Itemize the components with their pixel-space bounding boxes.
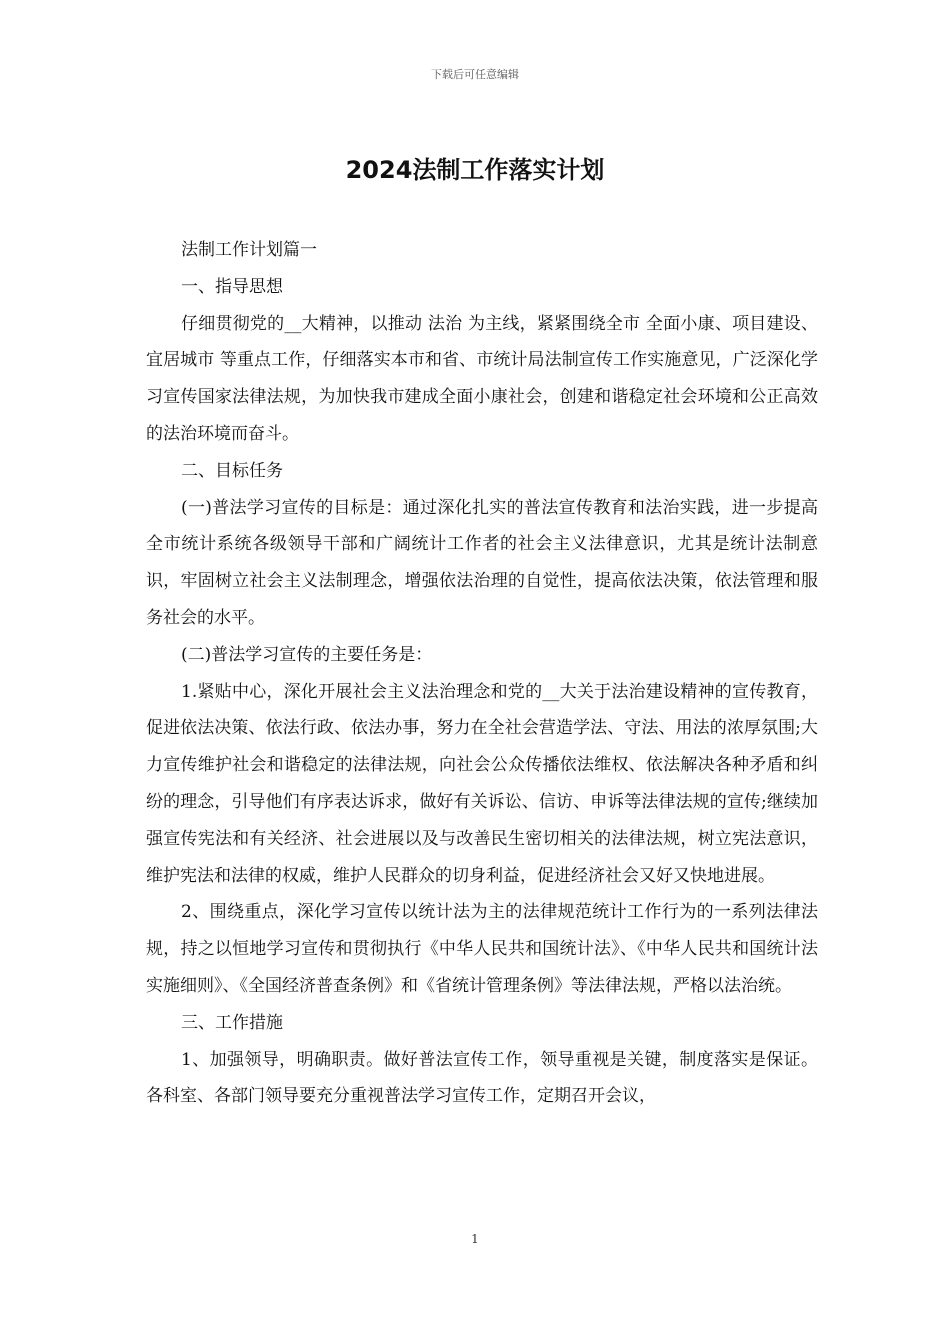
paragraph: 二、目标任务 (181, 460, 283, 481)
header-note: 下载后可任意编辑 (431, 68, 519, 81)
document-title: 2024法制工作落实计划 (345, 156, 605, 184)
paragraph: 一、指导思想 (181, 276, 283, 297)
paragraph: 1.紧贴中心，深化开展社会主义法治理念和党的__大关于法治建设精神的宣传教育，促进依法决策、依法行政、依法办事，努力在全社会营造学法、守法、用法的浓厚氛围;大力宣传维护社会和谐稳定的法律法规，向社会公众传播依法维权、依法解决各种矛盾和纠纷的理念，引导他们有序表达诉求，做好有关诉讼、信访、申诉等法律法规的宣传;继续加强宣传宪法和有关经济、社会进展以及与改善民生密切相关的法律法规，树立宪法意识，维护宪法和法律的权威，维护人民群众的切身利益，促进经济社会又好又快地进展。 (146, 681, 818, 886)
paragraph: (二)普法学习宣传的主要任务是： (181, 644, 433, 665)
page-number: 1 (471, 1232, 479, 1246)
document-body (146, 232, 818, 1115)
paragraph: 2、围绕重点，深化学习宣传以统计法为主的法律规范统计工作行为的一系列法律法规，持之以恒地学习宣传和贯彻执行《中华人民共和国统计法》、《中华人民共和国统计法实施细则》、《全国经济普查条例》和《省统计管理条例》等法律法规，严格以法治统。 (146, 902, 818, 996)
paragraph: 1、加强领导，明确职责。做好普法宣传工作，领导重视是关键，制度落实是保证。各科室、各部门领导要充分重视普法学习宣传工作，定期召开会议， (146, 1049, 818, 1107)
paragraph: 法制工作计划篇一 (181, 240, 317, 260)
paragraph: 仔细贯彻党的__大精神，以推动 法治 为主线，紧紧围绕全市 全面小康、项目建设、宜居城市 等重点工作，仔细落实本市和省、市统计局法制宣传工作实施意见，广泛深化学习宣传国家法律法规，为加快我市建成全面小康社会，创建和谐稳定社会环境和公正高效的法治环境而奋斗。 (146, 313, 818, 444)
paragraph: 三、工作措施 (181, 1012, 283, 1033)
paragraph: (一)普法学习宣传的目标是：通过深化扎实的普法宣传教育和法治实践，进一步提高全市统计系统各级领导干部和广阔统计工作者的社会主义法律意识，尤其是统计法制意识，牢固树立社会主义法制理念，增强依法治理的自觉性，提高依法决策，依法管理和服务社会的水平。 (146, 497, 818, 628)
